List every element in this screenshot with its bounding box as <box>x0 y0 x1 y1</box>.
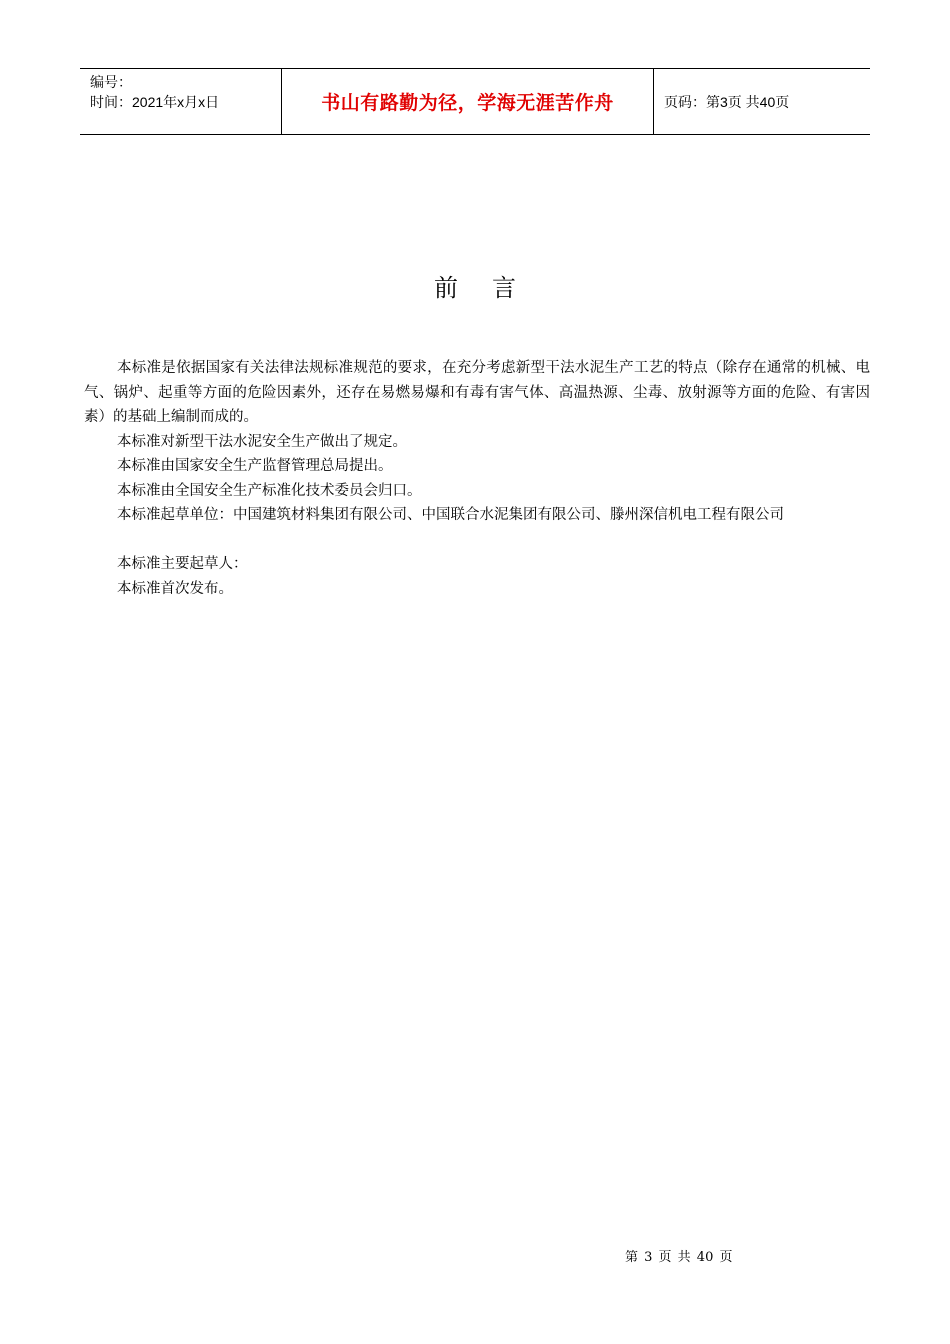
paragraph-spacer <box>84 528 870 553</box>
header-table <box>80 68 870 135</box>
paragraph: 本标准由国家安全生产监督管理总局提出。 <box>117 458 393 474</box>
page-title: 前言 <box>434 274 550 302</box>
document-body <box>84 356 870 601</box>
document-date-label: 时间：2021年x月x日 <box>90 94 220 110</box>
paragraph: 本标准起草单位：中国建筑材料集团有限公司、中国联合水泥集团有限公司、滕州深信机电工程有限公司 <box>117 507 784 523</box>
paragraph: 本标准是依据国家有关法律法规标准规范的要求，在充分考虑新型干法水泥生产工艺的特点（除存在通常的机械、电气、锅炉、起重等方面的危险因素外，还存在易燃易爆和有毒有害气体、高温热源、尘毒、放射源等方面的危险、有害因素）的基础上编制而成的。 <box>84 360 870 425</box>
page-footer: 第 3 页 共 40 页 <box>625 1250 733 1265</box>
header-page-label: 页码：第3页 共40页 <box>664 93 790 110</box>
paragraph: 本标准首次发布。 <box>117 580 233 597</box>
paragraph: 本标准对新型干法水泥安全生产做出了规定。 <box>117 433 407 450</box>
header-motto-cell <box>281 69 654 134</box>
paragraph: 本标准由全国安全生产标准化技术委员会归口。 <box>117 482 422 499</box>
paragraph: 本标准主要起草人： <box>117 556 248 572</box>
header-motto: 书山有路勤为径，学海无涯苦作舟 <box>321 92 614 114</box>
header-page-cell <box>654 69 870 134</box>
document-number-label: 编号： <box>90 74 132 90</box>
header-left-cell <box>80 69 281 134</box>
